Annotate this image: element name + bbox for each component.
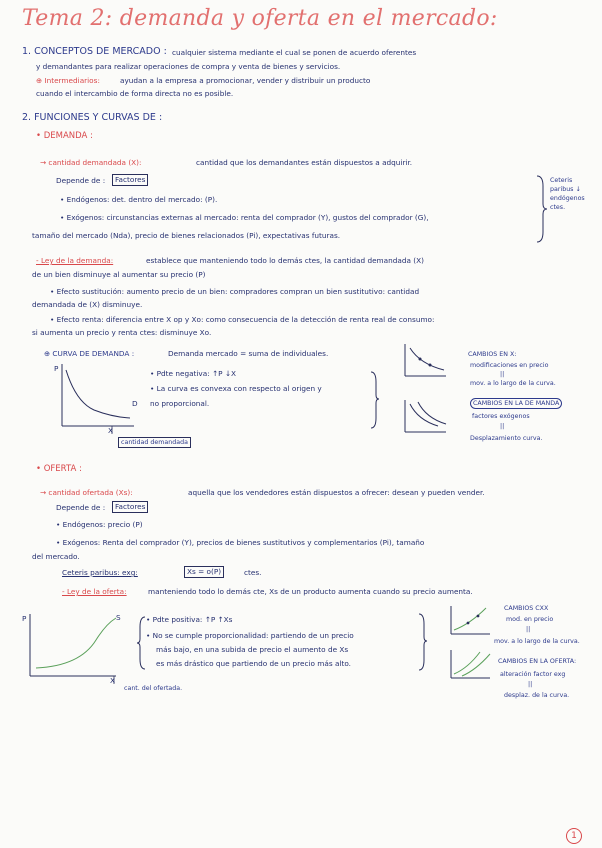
brace-shape (536, 174, 548, 244)
supply-graph-s-label: S (116, 613, 121, 622)
cantidad-demandada-text: cantidad que los demandantes están dispuestos a adquirir. (196, 158, 413, 167)
oferta-label: • OFERTA : (36, 464, 82, 474)
movement-along-curve-graph (400, 342, 450, 378)
cambios-en-x-equal: || (500, 371, 505, 378)
ceteris-paribus-label: Ceteris paribus: exg: (62, 568, 138, 577)
endogenos-oferta: • Endógenos: precio (P) (56, 520, 143, 529)
supply-shift-graph (446, 648, 492, 680)
curva-demanda-label: ⊕ CURVA DE DEMANDA : (44, 349, 135, 358)
mercado-definition-2: y demandantes para realizar operaciones de compra y venta de bienes y servicios. (36, 62, 341, 71)
endogenos-demanda: • Endógenos: det. dentro del mercado: (P). (60, 195, 218, 204)
factores-box: Factores (112, 174, 148, 186)
ceteris-paribus-note: Ceteris paribus ↓ endógenos ctes. (550, 177, 585, 211)
cantidad-demandada-label: → cantidad demandada (X): (40, 158, 142, 167)
intermediarios-text: ayudan a la empresa a promocionar, vender y distribuir un producto (120, 76, 371, 85)
cambios-en-x-heading: CAMBIOS EN X: (468, 351, 517, 358)
section-1-heading: 1. CONCEPTOS DE MERCADO : (22, 46, 167, 57)
cantidad-ofertada-note: cant. del ofertada. (124, 685, 183, 692)
cantidad-ofertada-label: → cantidad ofertada (Xs): (40, 488, 133, 497)
supply-graph-p-label: P (22, 614, 27, 623)
supply-movement-graph (446, 604, 492, 636)
oferta-depende-label: Depende de : (56, 503, 106, 512)
factores-exogenos: factores exógenos (472, 413, 530, 420)
mercado-definition: cualquier sistema mediante el cual se ponen de acuerdo oferentes (172, 48, 417, 57)
cambios-en-x-line2: mov. a lo largo de la curva. (470, 380, 556, 387)
curva-convexa: • La curva es convexa con respecto al origen y (150, 384, 322, 393)
intermediarios-text-2: cuando el intercambio de forma directa no es posible. (36, 89, 234, 98)
shift-curve-graph (400, 398, 450, 434)
efecto-renta-2: si aumenta un precio y renta ctes: disminuye Xo. (32, 328, 212, 337)
demand-curve-graph (54, 362, 144, 442)
brace-shape-4 (418, 612, 428, 672)
pendiente-negativa: • Pdte negativa: ↑P ↓X (150, 369, 236, 378)
ceteris-paribus-end: ctes. (244, 568, 262, 577)
ley-demanda-label: - Ley de la demanda: (36, 256, 114, 265)
cambios-cxx-line2: mov. a lo largo de la curva. (494, 638, 580, 645)
cambios-cxx-heading: CAMBIOS CXX (504, 605, 549, 612)
no-proporcionalidad: • No se cumple proporcionalidad: partiendo de un precio (146, 631, 354, 640)
demand-graph-x-label: X (108, 426, 113, 435)
efecto-sustitucion-2: demandada de (X) disminuye. (32, 300, 143, 309)
brace-shape-2 (370, 370, 380, 430)
ley-oferta-label: - Ley de la oferta: (62, 587, 127, 596)
page-title: Tema 2: demanda y oferta en el mercado: (22, 6, 498, 31)
curva-demanda-text: Demanda mercado = suma de individuales. (168, 349, 329, 358)
ceteris-paribus-box: Xs = o(P) (184, 566, 224, 578)
cambios-en-x-line1: modificaciones en precio (470, 362, 549, 369)
efecto-sustitucion: • Efecto sustitución: aumento precio de un bien: compradores compran un bien sustitutivo: cantidad (50, 287, 420, 296)
pendiente-positiva: • Pdte positiva: ↑P ↑Xs (146, 615, 233, 624)
cambios-cxx-line1: mod. en precio (506, 616, 554, 623)
exogenos-demanda: • Exógenos: circunstancias externas al mercado: renta del comprador (Y), gustos del comprador (G), (60, 213, 429, 222)
ley-oferta-text: manteniendo todo lo demás cte, Xs de un producto aumenta cuando su precio aumenta. (148, 587, 473, 596)
efecto-renta: • Efecto renta: diferencia entre X op y Xo: como consecuencia de la detección de renta real de consumo: (50, 315, 435, 324)
supply-graph-x-label: X (110, 676, 115, 685)
no-proporcional: no proporcional. (150, 399, 210, 408)
desplazamiento-curva: Desplazamiento curva. (470, 435, 543, 442)
depende-label: Depende de : (56, 176, 106, 185)
page-number: 1 (566, 828, 582, 844)
alteracion-factor: alteración factor exg (500, 671, 566, 678)
brace-shape-3 (136, 615, 146, 671)
factores-exogenos-equal: || (500, 423, 505, 430)
exogenos-oferta: • Exógenos: Renta del comprador (Y), precios de bienes sustitutivos y complementarios (Pi), tamaño (56, 538, 425, 547)
demanda-label: • DEMANDA : (36, 131, 93, 141)
intermediarios-label: ⊕ Intermediarios: (36, 76, 100, 85)
demand-graph-d-label: D (132, 399, 138, 408)
oferta-factores-box: Factores (112, 501, 148, 513)
no-proporcionalidad-3: es más drástico que partiendo de un precio más alto. (156, 659, 351, 668)
cantidad-ofertada-text: aquella que los vendedores están dispuestos a ofrecer: desean y pueden vender. (188, 488, 485, 497)
cantidad-demandada-box: cantidad demandada (118, 437, 191, 448)
cambios-oferta-heading: CAMBIOS EN LA OFERTA: (498, 658, 577, 665)
cambios-cxx-equal: || (526, 626, 531, 633)
cambios-demanda-heading: CAMBIOS EN LA DE MANDA (470, 398, 562, 409)
exogenos-demanda-2: tamaño del mercado (Nda), precio de bienes relacionados (Pi), expectativas futuras. (32, 231, 341, 240)
desplazamiento-oferta: desplaz. de la curva. (504, 692, 570, 699)
ley-demanda-text-2: de un bien disminuye al aumentar su precio (P) (32, 270, 206, 279)
exogenos-oferta-2: del mercado. (32, 552, 80, 561)
demand-graph-p-label: P (54, 364, 59, 373)
section-2-heading: 2. FUNCIONES Y CURVAS DE : (22, 112, 163, 123)
alteracion-equal: || (528, 681, 533, 688)
ley-demanda-text: establece que manteniendo todo lo demás ctes, la cantidad demandada (X) (146, 256, 424, 265)
no-proporcionalidad-2: más bajo, en una subida de precio el aumento de Xs (156, 645, 349, 654)
supply-curve-graph (20, 610, 120, 690)
